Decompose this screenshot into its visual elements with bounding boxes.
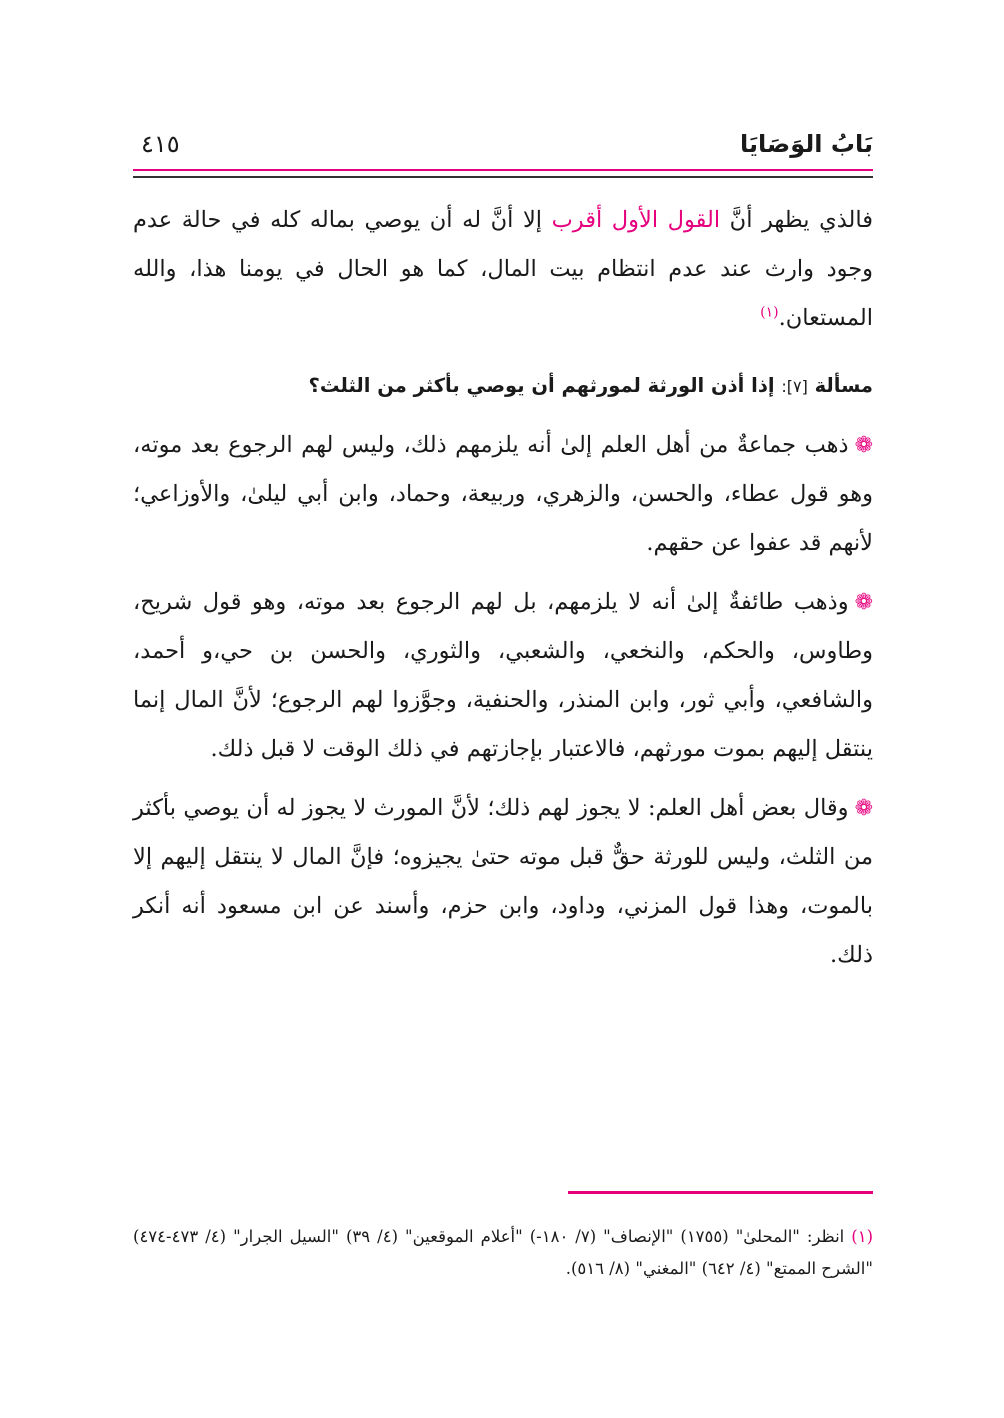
- page: [133, 0, 873, 1418]
- footnote: [133, 1221, 873, 1285]
- flower-ornament-icon: ❁: [854, 590, 873, 615]
- paragraph-opinion-3: [133, 784, 873, 980]
- running-title: بَابُ الوَصَايَا: [739, 130, 873, 158]
- footnote-separator: [568, 1191, 873, 1194]
- issue-question: إذا أذن الورثة لمورثهم أن يوصي بأكثر من الثلث؟: [308, 374, 775, 397]
- paragraph-opinion-2: [133, 578, 873, 774]
- flower-ornament-icon: ❁: [854, 796, 873, 821]
- header-rule-dark: [133, 176, 873, 178]
- footnote-reference[interactable]: (١): [760, 304, 779, 321]
- footnote-mark: (١): [851, 1227, 873, 1246]
- page-header: [133, 128, 873, 168]
- issue-number: [٧]:: [781, 377, 808, 396]
- page-number: ٤١٥: [141, 130, 180, 158]
- highlighted-phrase: القول الأول أقرب: [551, 207, 721, 233]
- flower-ornament-icon: ❁: [854, 433, 873, 458]
- paragraph-opinion-1: [133, 421, 873, 568]
- footnote-text: انظر: "المحلىٰ" (١٧٥٥) "الإنصاف" (٧/ ١٨٠-) "أعلام الموقعين" (٤/ ٣٩) "السيل الجرار" (٤/ ٤٧٣-٤٧٤) "الشرح الممتع" (٤/ ٦٤٢) "المغني" (٨/ ٥١٦).: [133, 1227, 873, 1278]
- paragraph-text: ذهب جماعةٌ من أهل العلم إلىٰ أنه يلزمهم ذلك، وليس لهم الرجوع بعد موته، وهو قول عطاء، والحسن، والزهري، وربيعة، وحماد، وابن أبي ليلىٰ، والأوزاعي؛ لأنهم قد عفوا عن حقهم.: [133, 432, 873, 556]
- issue-label: مسألة: [814, 374, 873, 397]
- header-rule-pink: [133, 169, 873, 171]
- paragraph-text: فالذي يظهر أنَّ: [720, 207, 873, 233]
- paragraph-conclusion: [133, 196, 873, 343]
- body-text: [133, 196, 873, 980]
- paragraph-text: وذهب طائفةٌ إلىٰ أنه لا يلزمهم، بل لهم الرجوع بعد موته، وهو قول شريح، وطاوس، والحكم، والنخعي، والشعبي، والثوري، والحسن بن حي،و أحمد، والشافعي، وأبي ثور، وابن المنذر، والحنفية، وجوَّزوا لهم الرجوع؛ لأنَّ المال إنما ينتقل إليهم بموت مورثهم، فالاعتبار بإجازتهم في ذلك الوقت لا قبل ذلك.: [133, 589, 873, 762]
- issue-heading: [133, 361, 873, 411]
- paragraph-text: وقال بعض أهل العلم: لا يجوز لهم ذلك؛ لأنَّ المورث لا يجوز له أن يوصي بأكثر من الثلث، وليس للورثة حقٌّ قبل موته حتىٰ يجيزوه؛ فإنَّ المال لا ينتقل إليهم إلا بالموت، وهذا قول المزني، وداود، وابن حزم، وأسند عن ابن مسعود أنه أنكر ذلك.: [133, 795, 873, 968]
- paragraph-text: إلا أنَّ له أن يوصي بماله كله في حالة عدم وجود وارث عند عدم انتظام بيت المال، كما هو الحال في يومنا هذا، والله المستعان.: [133, 207, 873, 331]
